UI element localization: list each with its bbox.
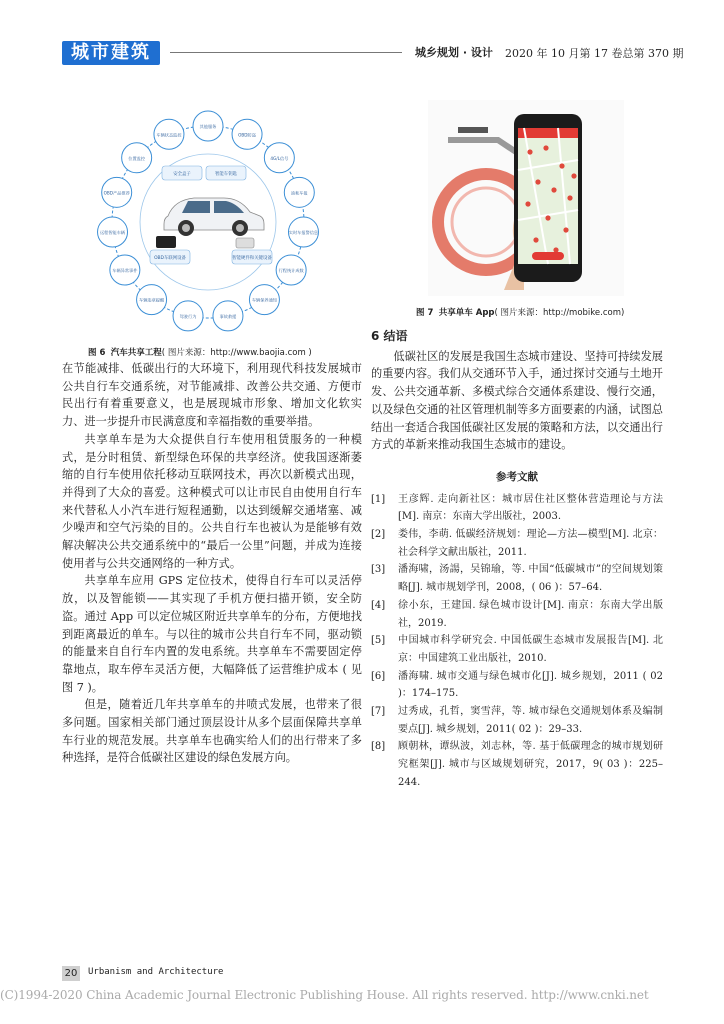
journal-title: 城乡规划 · 设计	[415, 46, 493, 59]
diagram-node-label: OBD防盗	[238, 132, 256, 138]
reference-number: [5]	[371, 635, 386, 647]
reference-text: 潘海啸，汤諹，吴锦瑜，等. 中国“低碳城市”的空间规划策略[J]. 城市规划学刊，2008，( 06 )：57–64.	[398, 564, 663, 594]
diagram-node-label: 位置监控	[128, 155, 146, 161]
references-heading: 参考文献	[496, 470, 538, 483]
diagram-node	[288, 217, 318, 247]
reference-text: 娄伟，李萌. 低碳经济规划：理论—方法—模型[M]. 北京：社会科学文献出版社，2011.	[398, 529, 663, 558]
reference-item	[371, 668, 663, 703]
reference-item	[371, 491, 663, 526]
reference-number: [4]	[371, 599, 386, 611]
diagram-node	[122, 143, 152, 173]
figure-7-title: 共享单车 App	[438, 308, 495, 318]
reference-item	[371, 632, 663, 667]
paragraph-2: 共享单车是为大众提供自行车使用租赁服务的一种模式，是分时租赁、新型绿色环保的共享经济。使我国逐渐萎缩的自行车使用依托移动互联网技术，再次以新模式出现，并得到了大众的喜爱。这种模式可以让市民自由使用自行车来代替私人小汽车进行短程通勤，以达到缓解交通堵塞、减少噪声和空气污染的目的。公共自行车也被认为是能够有效解决解决公共交通系统中的“最后一公里”问题，并成为连接使用者与公共交通网络的一种方式。	[62, 432, 362, 570]
figure-6-car-sharing-diagram	[76, 100, 340, 340]
figure-7-source: ( 图片来源：http://mobike.com)	[494, 308, 625, 318]
diagram-node-label: 4G/L信号	[270, 155, 289, 161]
diagram-inner-node-label: 安全盒子	[173, 172, 191, 177]
diagram-node-label: 车辆状态监控	[156, 132, 182, 138]
reference-text: 徐小东，王建国. 绿色城市设计[M]. 南京：东南大学出版社，2019.	[398, 599, 663, 629]
reference-text: 过秀成，孔哲，窦雪萍，等. 城市绿色交通规划体系及编制要点[J]. 城乡规划，2011( 02 )：29–33.	[398, 706, 663, 735]
paragraph-4: 但是，随着近几年共享单车的井喷式发展，也带来了很多问题。国家相关部门通过顶层设计从多个层面保障共享单车行业的规范发展。共享单车也确实给人们的出行带来了多种选择，是符合低碳社区建设的绿色发展方向。	[62, 698, 362, 765]
diagram-node	[193, 111, 223, 141]
diagram-node	[98, 217, 128, 247]
copyright-notice: (C)1994-2020 China Academic Journal Electronic Publishing House. All rights reserved. http://www.cnki.net	[0, 988, 649, 1002]
diagram-node	[276, 255, 306, 285]
figure-7-bike-app-photo	[428, 100, 624, 296]
reference-item	[371, 738, 663, 791]
diagram-node-label: OBD产品推荐	[103, 190, 130, 196]
diagram-node-label: 其他服务	[199, 124, 217, 129]
figure-6-label: 图 6	[88, 348, 106, 358]
issue-info: 2020 年 10 月第 17 卷总第 370 期	[505, 47, 684, 60]
reference-number: [8]	[371, 741, 386, 753]
reference-number: [6]	[371, 670, 386, 682]
diagram-node	[137, 285, 167, 315]
reference-number: [2]	[371, 529, 386, 541]
reference-text: 潘海啸. 城市交通与绿色城市化[J]. 城乡规划，2011 ( 02 )：174–175.	[398, 670, 663, 700]
right-column-body	[371, 328, 663, 792]
diagram-node	[284, 177, 314, 207]
header-rule	[170, 52, 402, 53]
diagram-node-label: 油耗车报	[290, 190, 308, 196]
diagram-node	[173, 301, 203, 331]
car-image	[164, 198, 264, 236]
reference-item	[371, 561, 663, 596]
reference-text: 中国城市科学研究会. 中国低碳生态城市发展报告[M]. 北京：中国建筑工业出版社，2010.	[398, 635, 663, 664]
figure-6-title: 汽车共享工程	[110, 348, 162, 358]
reference-number: [1]	[371, 493, 386, 505]
conclusion-text: 低碳社区的发展是我国生态城市建设、坚持可持续发展的重要内容。我们从交通环节入手，通过探讨交通与土地开发、公共交通革新、多模式综合交通体系建设、慢行交通，以及绿色交通的社区管理机制等多方面要素的内涵，试图总结出一套适合我国低碳社区发展的策略和方法，以交通出行方式的革新来推动我国生态城市的建设。	[371, 349, 663, 452]
reference-text: 王彦辉. 走向新社区：城市居住社区整体营造理论与方法[M]. 南京：东南大学出版社，2003.	[398, 493, 663, 523]
figure-7-caption	[416, 306, 624, 318]
figure-6-caption	[88, 346, 312, 358]
diagram-node	[154, 119, 184, 149]
diagram-node-label: 事故救援	[219, 313, 237, 319]
diagram-node-label: 车辆违章提醒	[139, 297, 165, 303]
diagram-node-label: 实时车报警信息	[288, 230, 319, 236]
reference-number: [7]	[371, 706, 386, 718]
diagram-node-label: 远程智能车辆	[99, 230, 126, 236]
figure-6-source: ( 图片来源：http://www.baojia.com )	[161, 348, 312, 358]
conclusion-heading: 6 结语	[371, 329, 408, 343]
diagram-node-label: 车辆保养通知	[251, 297, 277, 303]
diagram-node	[213, 301, 243, 331]
diagram-node	[102, 177, 132, 207]
footer-journal-name: Urbanism and Architecture	[88, 967, 224, 977]
left-column-body	[62, 360, 362, 767]
references-list	[371, 491, 663, 792]
diagram-inner-node-label: 智能车钥匙	[215, 172, 237, 177]
diagram-node-label: 行程统计成数	[278, 268, 304, 273]
diagram-inner-node-label: 智能硬件和关键设备	[232, 256, 272, 261]
obd-device-image	[156, 236, 254, 248]
figure-7-label: 图 7	[416, 308, 434, 318]
diagram-node	[232, 119, 262, 149]
page-number: 20	[62, 966, 80, 981]
diagram-node	[264, 143, 294, 173]
reference-text: 顾朝林，谭纵波，刘志林，等. 基于低碳理念的城市规划研究框架[J]. 城市与区域规划研究，2017，9( 03 )：225–244.	[398, 741, 663, 788]
diagram-node	[249, 285, 279, 315]
reference-number: [3]	[371, 564, 386, 576]
reference-item	[371, 526, 663, 561]
paragraph-1: 在节能减排、低碳出行的大环境下，利用现代科技发展城市公共自行车交通系统，对节能减排、改善公共交通、方便市民出行有着重要意义，也是展现城市形象、增加文化软实力、进一步提升市民满意度和幸福指数的重要举措。	[62, 362, 362, 429]
diagram-inner-node-label: OBD车联网设备	[154, 256, 186, 261]
diagram-node	[110, 255, 140, 285]
diagram-node-label: 车辆异常事件	[112, 268, 138, 273]
diagram-node-label: 驾驶行为	[179, 313, 197, 319]
reference-item	[371, 703, 663, 738]
section-badge: 城市建筑	[62, 41, 160, 65]
paragraph-3: 共享单车应用 GPS 定位技术，使得自行车可以灵活停放，以及智能锁——其实现了手机方便扫描开锁，安全防盗。通过 App 可以定位城区附近共享单车的分布，方便地找到距离最近的单车。与以往的城市公共自行车不同，驱动锁的能量来自自行车内置的发电系统。共享单车不需要固定停靠地点，取车停车灵活方便，大幅降低了运营维护成本 ( 见图 7 )。	[62, 574, 362, 694]
reference-item	[371, 597, 663, 632]
